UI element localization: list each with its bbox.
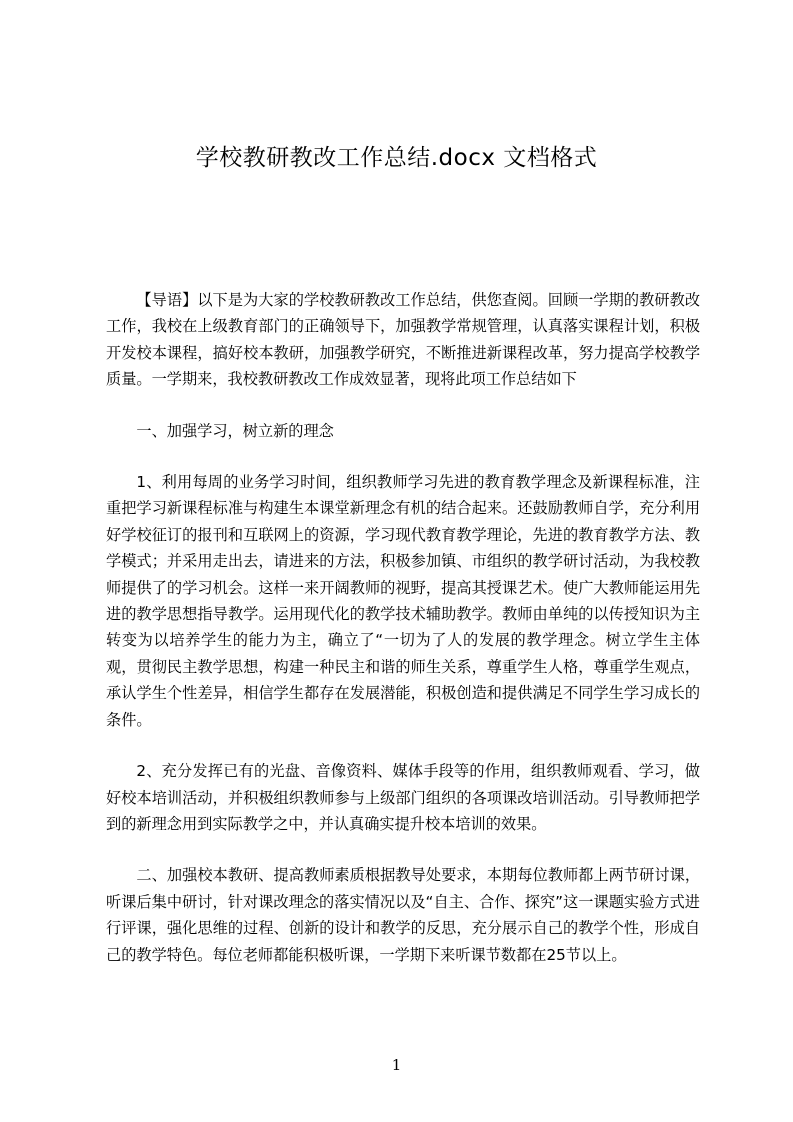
paragraph-1: 1、利用每周的业务学习时间，组织教师学习先进的教育教学理念及新课程标准，注重把学习新课程标准与构建生本课堂新理念有机的结合起来。还鼓励教师自学，充分利用好学校征订的报刊和互联网上的资源，学习现代教育教学理论，先进的教育教学方法、教学模式；并采用走出去，请进来的方法，积极参加镇、市组织的教学研讨活动，为我校教师提供了的学习机会。这样一来开阔教师的视野，提高其授课艺术。使广大教师能运用先进的教学思想指导教学。运用现代化的教学技术辅助教学。教师由单纯的以传授知识为主转变为以培养学生的能力为主，确立了“一切为了人的发展的教学理念。树立学生主体观，贯彻民主教学思想，构建一种民主和谐的师生关系，尊重学生人格，尊重学生观点，承认学生个性差异，相信学生都存在发展潜能，积极创造和提供满足不同学生学习成长的条件。 — [106, 473, 700, 729]
page-number: 1 — [391, 1056, 402, 1074]
section-heading-1: 一、加强学习，树立新的理念 — [136, 421, 334, 440]
document-body — [106, 287, 700, 993]
intro-paragraph: 【导语】以下是为大家的学校教研教改工作总结，供您查阅。回顾一学期的教研教改工作，我校在上级教育部门的正确领导下，加强教学常规管理，认真落实课程计划，积极开发校本课程，搞好校本教研，加强教学研究，不断推进新课程改革，努力提高学校教学质量。一学期来，我校教研教改工作成效显著，现将此项工作总结如下 — [106, 291, 700, 389]
paragraph-2: 2、充分发挥已有的光盘、音像资料、媒体手段等的作用，组织教师观看、学习，做好校本培训活动，并积极组织教师参与上级部门组织的各项课改培训活动。引导教师把学到的新理念用到实际教学之中，并认真确实提升校本培训的效果。 — [106, 762, 700, 833]
section-2-paragraph: 二、加强校本教研、提高教师素质根据教导处要求，本期每位教师都上两节研讨课，听课后集中研讨，针对课改理念的落实情况以及“自主、合作、探究”这一课题实验方式进行评课，强化思维的过程、创新的设计和教学的反思，充分展示自己的教学个性，形成自己的教学特色。每位老师都能积极听课，一学期下来听课节数都在25节以上。 — [106, 866, 700, 964]
document-title: 学校教研教改工作总结.docx 文档格式 — [195, 145, 598, 171]
